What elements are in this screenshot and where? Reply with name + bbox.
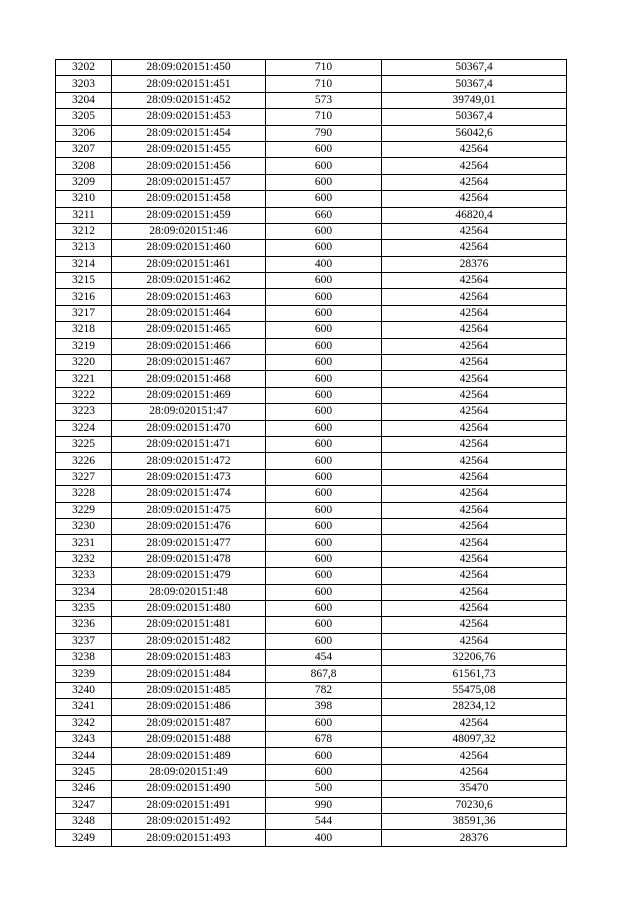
value-cell: 42564 <box>382 469 567 485</box>
area-cell: 600 <box>266 141 382 157</box>
row-number-cell: 3217 <box>56 305 112 321</box>
value-cell: 42564 <box>382 355 567 371</box>
cadastral-number-cell: 28:09:020151:478 <box>112 551 266 567</box>
value-cell: 42564 <box>382 289 567 305</box>
cadastral-number-cell: 28:09:020151:453 <box>112 109 266 125</box>
area-cell: 710 <box>266 60 382 76</box>
area-cell: 600 <box>266 551 382 567</box>
row-number-cell: 3222 <box>56 387 112 403</box>
cadastral-number-cell: 28:09:020151:479 <box>112 568 266 584</box>
area-cell: 600 <box>266 715 382 731</box>
row-number-cell: 3226 <box>56 453 112 469</box>
value-cell: 42564 <box>382 158 567 174</box>
row-number-cell: 3233 <box>56 568 112 584</box>
row-number-cell: 3247 <box>56 797 112 813</box>
value-cell: 38591,36 <box>382 813 567 829</box>
cadastral-number-cell: 28:09:020151:452 <box>112 92 266 108</box>
value-cell: 42564 <box>382 191 567 207</box>
area-cell: 600 <box>266 469 382 485</box>
area-cell: 454 <box>266 650 382 666</box>
table-row <box>56 732 567 748</box>
cadastral-number-cell: 28:09:020151:465 <box>112 322 266 338</box>
table-row <box>56 502 567 518</box>
cadastral-number-cell: 28:09:020151:484 <box>112 666 266 682</box>
row-number-cell: 3223 <box>56 404 112 420</box>
row-number-cell: 3202 <box>56 60 112 76</box>
table-row <box>56 223 567 239</box>
cadastral-number-cell: 28:09:020151:474 <box>112 486 266 502</box>
cadastral-number-cell: 28:09:020151:463 <box>112 289 266 305</box>
table-row <box>56 322 567 338</box>
row-number-cell: 3242 <box>56 715 112 731</box>
row-number-cell: 3213 <box>56 240 112 256</box>
land-plots-table <box>55 59 567 847</box>
table-row <box>56 830 567 846</box>
table-row <box>56 469 567 485</box>
area-cell: 600 <box>266 273 382 289</box>
row-number-cell: 3239 <box>56 666 112 682</box>
cadastral-number-cell: 28:09:020151:458 <box>112 191 266 207</box>
table-row <box>56 813 567 829</box>
area-cell: 500 <box>266 781 382 797</box>
area-cell: 782 <box>266 682 382 698</box>
area-cell: 573 <box>266 92 382 108</box>
row-number-cell: 3225 <box>56 436 112 452</box>
table-row <box>56 666 567 682</box>
area-cell: 600 <box>266 223 382 239</box>
area-cell: 600 <box>266 568 382 584</box>
cadastral-number-cell: 28:09:020151:466 <box>112 338 266 354</box>
value-cell: 42564 <box>382 584 567 600</box>
area-cell: 600 <box>266 387 382 403</box>
table-row <box>56 682 567 698</box>
value-cell: 61561,73 <box>382 666 567 682</box>
area-cell: 400 <box>266 830 382 846</box>
table-row <box>56 174 567 190</box>
area-cell: 600 <box>266 633 382 649</box>
value-cell: 42564 <box>382 305 567 321</box>
table-row <box>56 715 567 731</box>
cadastral-number-cell: 28:09:020151:451 <box>112 76 266 92</box>
row-number-cell: 3235 <box>56 600 112 616</box>
table-row <box>56 207 567 223</box>
value-cell: 42564 <box>382 223 567 239</box>
row-number-cell: 3243 <box>56 732 112 748</box>
area-cell: 600 <box>266 191 382 207</box>
row-number-cell: 3228 <box>56 486 112 502</box>
area-cell: 600 <box>266 420 382 436</box>
table-row <box>56 387 567 403</box>
table-row <box>56 535 567 551</box>
row-number-cell: 3219 <box>56 338 112 354</box>
table-row <box>56 92 567 108</box>
table-row <box>56 191 567 207</box>
area-cell: 600 <box>266 174 382 190</box>
row-number-cell: 3205 <box>56 109 112 125</box>
area-cell: 678 <box>266 732 382 748</box>
table-row <box>56 551 567 567</box>
table-row <box>56 60 567 76</box>
area-cell: 867,8 <box>266 666 382 682</box>
cadastral-number-cell: 28:09:020151:468 <box>112 371 266 387</box>
cadastral-number-cell: 28:09:020151:457 <box>112 174 266 190</box>
cadastral-number-cell: 28:09:020151:482 <box>112 633 266 649</box>
table-row <box>56 240 567 256</box>
row-number-cell: 3237 <box>56 633 112 649</box>
row-number-cell: 3218 <box>56 322 112 338</box>
value-cell: 50367,4 <box>382 76 567 92</box>
table-row <box>56 617 567 633</box>
table-row <box>56 584 567 600</box>
value-cell: 70230,6 <box>382 797 567 813</box>
row-number-cell: 3224 <box>56 420 112 436</box>
row-number-cell: 3216 <box>56 289 112 305</box>
cadastral-number-cell: 28:09:020151:476 <box>112 518 266 534</box>
row-number-cell: 3232 <box>56 551 112 567</box>
area-cell: 660 <box>266 207 382 223</box>
area-cell: 600 <box>266 322 382 338</box>
cadastral-number-cell: 28:09:020151:493 <box>112 830 266 846</box>
cadastral-number-cell: 28:09:020151:454 <box>112 125 266 141</box>
area-cell: 600 <box>266 158 382 174</box>
row-number-cell: 3208 <box>56 158 112 174</box>
value-cell: 42564 <box>382 141 567 157</box>
row-number-cell: 3221 <box>56 371 112 387</box>
value-cell: 42564 <box>382 715 567 731</box>
cadastral-number-cell: 28:09:020151:487 <box>112 715 266 731</box>
area-cell: 600 <box>266 502 382 518</box>
row-number-cell: 3212 <box>56 223 112 239</box>
row-number-cell: 3206 <box>56 125 112 141</box>
table-row <box>56 158 567 174</box>
area-cell: 600 <box>266 289 382 305</box>
area-cell: 600 <box>266 748 382 764</box>
value-cell: 42564 <box>382 502 567 518</box>
cadastral-number-cell: 28:09:020151:464 <box>112 305 266 321</box>
row-number-cell: 3234 <box>56 584 112 600</box>
value-cell: 28376 <box>382 256 567 272</box>
value-cell: 42564 <box>382 174 567 190</box>
area-cell: 600 <box>266 305 382 321</box>
value-cell: 42564 <box>382 617 567 633</box>
area-cell: 600 <box>266 355 382 371</box>
value-cell: 42564 <box>382 518 567 534</box>
area-cell: 600 <box>266 617 382 633</box>
table-row <box>56 404 567 420</box>
table-row <box>56 371 567 387</box>
table-row <box>56 453 567 469</box>
area-cell: 600 <box>266 518 382 534</box>
table-row <box>56 486 567 502</box>
cadastral-number-cell: 28:09:020151:47 <box>112 404 266 420</box>
value-cell: 42564 <box>382 387 567 403</box>
row-number-cell: 3211 <box>56 207 112 223</box>
table-row <box>56 141 567 157</box>
cadastral-number-cell: 28:09:020151:481 <box>112 617 266 633</box>
table-row <box>56 256 567 272</box>
area-cell: 710 <box>266 109 382 125</box>
row-number-cell: 3246 <box>56 781 112 797</box>
cadastral-number-cell: 28:09:020151:467 <box>112 355 266 371</box>
row-number-cell: 3229 <box>56 502 112 518</box>
row-number-cell: 3220 <box>56 355 112 371</box>
table-row <box>56 764 567 780</box>
table-row <box>56 797 567 813</box>
cadastral-number-cell: 28:09:020151:460 <box>112 240 266 256</box>
table-row <box>56 109 567 125</box>
value-cell: 48097,32 <box>382 732 567 748</box>
value-cell: 50367,4 <box>382 109 567 125</box>
area-cell: 544 <box>266 813 382 829</box>
cadastral-number-cell: 28:09:020151:473 <box>112 469 266 485</box>
row-number-cell: 3207 <box>56 141 112 157</box>
table-row <box>56 305 567 321</box>
cadastral-number-cell: 28:09:020151:485 <box>112 682 266 698</box>
cadastral-number-cell: 28:09:020151:492 <box>112 813 266 829</box>
table-row <box>56 518 567 534</box>
table-row <box>56 633 567 649</box>
value-cell: 42564 <box>382 535 567 551</box>
row-number-cell: 3209 <box>56 174 112 190</box>
area-cell: 398 <box>266 699 382 715</box>
area-cell: 600 <box>266 240 382 256</box>
value-cell: 42564 <box>382 420 567 436</box>
area-cell: 600 <box>266 338 382 354</box>
table-row <box>56 600 567 616</box>
area-cell: 990 <box>266 797 382 813</box>
cadastral-number-cell: 28:09:020151:456 <box>112 158 266 174</box>
value-cell: 32206,76 <box>382 650 567 666</box>
row-number-cell: 3248 <box>56 813 112 829</box>
table-row <box>56 125 567 141</box>
value-cell: 42564 <box>382 633 567 649</box>
table-row <box>56 273 567 289</box>
row-number-cell: 3249 <box>56 830 112 846</box>
row-number-cell: 3214 <box>56 256 112 272</box>
value-cell: 50367,4 <box>382 60 567 76</box>
value-cell: 42564 <box>382 748 567 764</box>
value-cell: 42564 <box>382 453 567 469</box>
row-number-cell: 3230 <box>56 518 112 534</box>
row-number-cell: 3241 <box>56 699 112 715</box>
value-cell: 42564 <box>382 371 567 387</box>
cadastral-number-cell: 28:09:020151:472 <box>112 453 266 469</box>
row-number-cell: 3244 <box>56 748 112 764</box>
cadastral-number-cell: 28:09:020151:489 <box>112 748 266 764</box>
table-row <box>56 289 567 305</box>
cadastral-number-cell: 28:09:020151:490 <box>112 781 266 797</box>
value-cell: 42564 <box>382 600 567 616</box>
cadastral-number-cell: 28:09:020151:48 <box>112 584 266 600</box>
table-row <box>56 568 567 584</box>
cadastral-number-cell: 28:09:020151:471 <box>112 436 266 452</box>
area-cell: 400 <box>266 256 382 272</box>
area-cell: 600 <box>266 584 382 600</box>
table-row <box>56 436 567 452</box>
table-row <box>56 748 567 764</box>
value-cell: 42564 <box>382 338 567 354</box>
area-cell: 600 <box>266 764 382 780</box>
table-row <box>56 420 567 436</box>
table-row <box>56 781 567 797</box>
cadastral-number-cell: 28:09:020151:455 <box>112 141 266 157</box>
row-number-cell: 3238 <box>56 650 112 666</box>
value-cell: 42564 <box>382 551 567 567</box>
cadastral-number-cell: 28:09:020151:461 <box>112 256 266 272</box>
cadastral-number-cell: 28:09:020151:49 <box>112 764 266 780</box>
value-cell: 28376 <box>382 830 567 846</box>
value-cell: 42564 <box>382 436 567 452</box>
value-cell: 42564 <box>382 404 567 420</box>
area-cell: 600 <box>266 486 382 502</box>
cadastral-number-cell: 28:09:020151:470 <box>112 420 266 436</box>
row-number-cell: 3204 <box>56 92 112 108</box>
row-number-cell: 3240 <box>56 682 112 698</box>
table-row <box>56 338 567 354</box>
area-cell: 600 <box>266 453 382 469</box>
value-cell: 35470 <box>382 781 567 797</box>
value-cell: 42564 <box>382 486 567 502</box>
cadastral-number-cell: 28:09:020151:486 <box>112 699 266 715</box>
row-number-cell: 3215 <box>56 273 112 289</box>
area-cell: 600 <box>266 535 382 551</box>
cadastral-number-cell: 28:09:020151:46 <box>112 223 266 239</box>
value-cell: 28234,12 <box>382 699 567 715</box>
cadastral-number-cell: 28:09:020151:469 <box>112 387 266 403</box>
cadastral-number-cell: 28:09:020151:477 <box>112 535 266 551</box>
area-cell: 600 <box>266 404 382 420</box>
value-cell: 42564 <box>382 568 567 584</box>
cadastral-number-cell: 28:09:020151:475 <box>112 502 266 518</box>
cadastral-number-cell: 28:09:020151:459 <box>112 207 266 223</box>
value-cell: 42564 <box>382 240 567 256</box>
cadastral-number-cell: 28:09:020151:480 <box>112 600 266 616</box>
value-cell: 46820,4 <box>382 207 567 223</box>
table-row <box>56 650 567 666</box>
row-number-cell: 3236 <box>56 617 112 633</box>
row-number-cell: 3245 <box>56 764 112 780</box>
row-number-cell: 3203 <box>56 76 112 92</box>
cadastral-number-cell: 28:09:020151:462 <box>112 273 266 289</box>
value-cell: 42564 <box>382 322 567 338</box>
value-cell: 42564 <box>382 273 567 289</box>
value-cell: 42564 <box>382 764 567 780</box>
value-cell: 55475,08 <box>382 682 567 698</box>
value-cell: 39749,01 <box>382 92 567 108</box>
row-number-cell: 3231 <box>56 535 112 551</box>
cadastral-number-cell: 28:09:020151:488 <box>112 732 266 748</box>
table-row <box>56 699 567 715</box>
cadastral-number-cell: 28:09:020151:491 <box>112 797 266 813</box>
cadastral-number-cell: 28:09:020151:450 <box>112 60 266 76</box>
area-cell: 790 <box>266 125 382 141</box>
row-number-cell: 3210 <box>56 191 112 207</box>
area-cell: 600 <box>266 371 382 387</box>
area-cell: 600 <box>266 600 382 616</box>
area-cell: 710 <box>266 76 382 92</box>
table-row <box>56 76 567 92</box>
area-cell: 600 <box>266 436 382 452</box>
table-body <box>56 60 567 847</box>
cadastral-number-cell: 28:09:020151:483 <box>112 650 266 666</box>
row-number-cell: 3227 <box>56 469 112 485</box>
table-row <box>56 355 567 371</box>
value-cell: 56042,6 <box>382 125 567 141</box>
